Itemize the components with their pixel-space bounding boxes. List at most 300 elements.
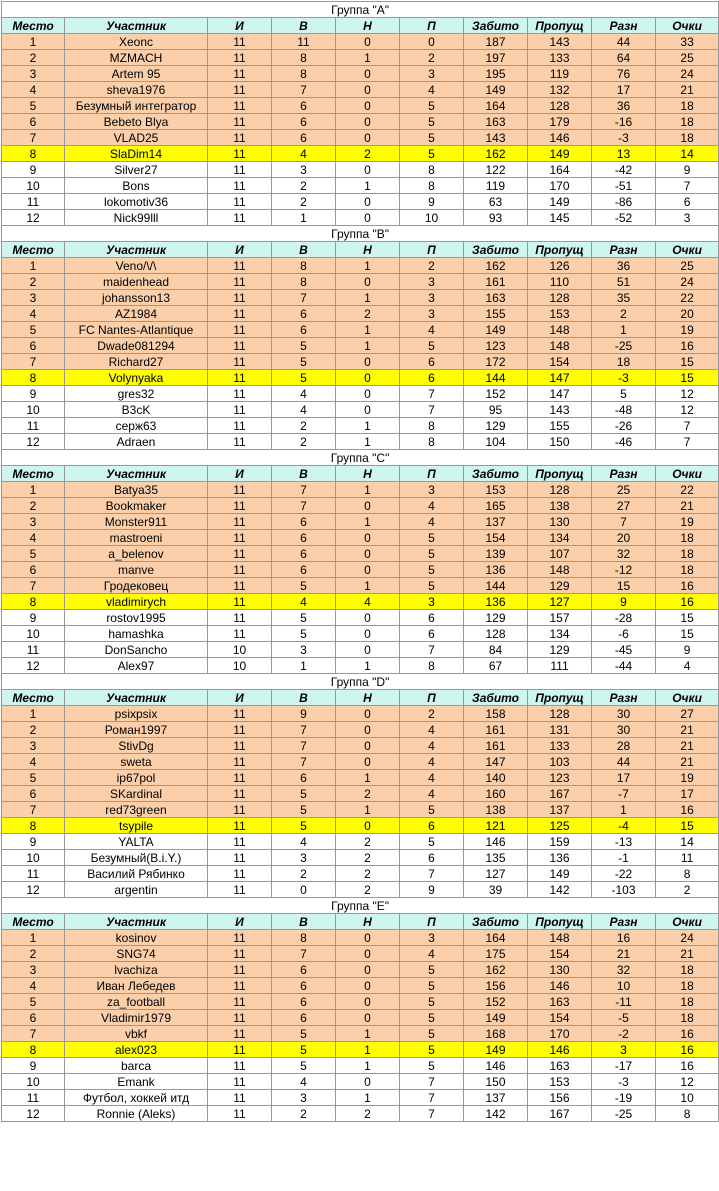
cell-wins: 7 [272, 498, 336, 514]
cell-wins: 7 [272, 722, 336, 738]
cell-played: 11 [208, 354, 272, 370]
cell-draws: 0 [336, 818, 400, 834]
cell-participant: SlaDim14 [65, 146, 208, 162]
cell-draws: 2 [336, 146, 400, 162]
cell-points: 17 [656, 786, 719, 802]
cell-scored: 162 [464, 146, 528, 162]
cell-played: 11 [208, 946, 272, 962]
table-row [2, 162, 719, 178]
column-header-conceded: Пропущ [528, 466, 592, 482]
cell-draws: 0 [336, 642, 400, 658]
cell-points: 14 [656, 834, 719, 850]
table-row [2, 210, 719, 226]
cell-scored: 197 [464, 50, 528, 66]
header-row [2, 18, 719, 34]
column-header-scored: Забито [464, 466, 528, 482]
cell-participant: YALTA [65, 834, 208, 850]
cell-played: 11 [208, 978, 272, 994]
cell-conceded: 126 [528, 258, 592, 274]
cell-conceded: 146 [528, 130, 592, 146]
cell-diff: -4 [592, 818, 656, 834]
table-row [2, 178, 719, 194]
cell-diff: 1 [592, 802, 656, 818]
column-header-points: Очки [656, 18, 719, 34]
group-title-row [2, 450, 719, 466]
cell-conceded: 133 [528, 738, 592, 754]
group-title: Группа "D" [2, 674, 719, 690]
cell-losses: 8 [400, 434, 464, 450]
column-header-draws: Н [336, 690, 400, 706]
column-header-wins: В [272, 18, 336, 34]
cell-place: 9 [2, 610, 65, 626]
cell-diff: 21 [592, 946, 656, 962]
cell-points: 10 [656, 1090, 719, 1106]
column-header-draws: Н [336, 466, 400, 482]
group-title: Группа "В" [2, 226, 719, 242]
cell-draws: 0 [336, 162, 400, 178]
cell-participant: Футбол, хоккей итд [65, 1090, 208, 1106]
cell-participant: Alex97 [65, 658, 208, 674]
column-header-place: Место [2, 914, 65, 930]
cell-conceded: 149 [528, 194, 592, 210]
cell-place: 8 [2, 818, 65, 834]
cell-wins: 2 [272, 194, 336, 210]
cell-losses: 5 [400, 546, 464, 562]
cell-wins: 2 [272, 178, 336, 194]
column-header-participant: Участник [65, 914, 208, 930]
cell-points: 18 [656, 994, 719, 1010]
cell-conceded: 170 [528, 178, 592, 194]
cell-diff: 30 [592, 706, 656, 722]
cell-points: 15 [656, 370, 719, 386]
group-title: Группа "С" [2, 450, 719, 466]
cell-points: 8 [656, 866, 719, 882]
standings-body [2, 2, 719, 1122]
cell-played: 11 [208, 50, 272, 66]
cell-draws: 2 [336, 786, 400, 802]
cell-participant: manve [65, 562, 208, 578]
cell-wins: 5 [272, 354, 336, 370]
cell-points: 16 [656, 1058, 719, 1074]
cell-played: 11 [208, 274, 272, 290]
cell-played: 11 [208, 34, 272, 50]
cell-place: 3 [2, 514, 65, 530]
cell-scored: 136 [464, 562, 528, 578]
cell-wins: 7 [272, 482, 336, 498]
cell-played: 11 [208, 738, 272, 754]
cell-losses: 4 [400, 498, 464, 514]
table-row [2, 978, 719, 994]
cell-points: 24 [656, 66, 719, 82]
cell-participant: tsypile [65, 818, 208, 834]
cell-points: 16 [656, 802, 719, 818]
cell-diff: -6 [592, 626, 656, 642]
cell-wins: 5 [272, 1058, 336, 1074]
cell-draws: 0 [336, 354, 400, 370]
cell-wins: 6 [272, 546, 336, 562]
table-row [2, 114, 719, 130]
cell-participant: SNG74 [65, 946, 208, 962]
cell-conceded: 123 [528, 770, 592, 786]
cell-wins: 3 [272, 1090, 336, 1106]
cell-scored: 165 [464, 498, 528, 514]
table-row [2, 850, 719, 866]
cell-conceded: 154 [528, 946, 592, 962]
cell-participant: MZMACH [65, 50, 208, 66]
cell-place: 3 [2, 66, 65, 82]
cell-draws: 1 [336, 178, 400, 194]
cell-played: 11 [208, 498, 272, 514]
cell-place: 12 [2, 658, 65, 674]
cell-participant: johansson13 [65, 290, 208, 306]
cell-played: 11 [208, 1010, 272, 1026]
column-header-place: Место [2, 690, 65, 706]
cell-conceded: 170 [528, 1026, 592, 1042]
cell-scored: 149 [464, 1042, 528, 1058]
cell-points: 7 [656, 178, 719, 194]
cell-wins: 6 [272, 114, 336, 130]
cell-conceded: 157 [528, 610, 592, 626]
cell-draws: 2 [336, 866, 400, 882]
cell-diff: 27 [592, 498, 656, 514]
cell-place: 12 [2, 882, 65, 898]
table-row [2, 258, 719, 274]
cell-wins: 6 [272, 306, 336, 322]
cell-points: 22 [656, 290, 719, 306]
table-row [2, 562, 719, 578]
cell-scored: 152 [464, 386, 528, 402]
cell-participant: DonSancho [65, 642, 208, 658]
table-row [2, 626, 719, 642]
cell-conceded: 107 [528, 546, 592, 562]
cell-scored: 143 [464, 130, 528, 146]
cell-participant: barca [65, 1058, 208, 1074]
cell-played: 11 [208, 546, 272, 562]
table-row [2, 802, 719, 818]
cell-wins: 6 [272, 98, 336, 114]
cell-points: 15 [656, 354, 719, 370]
cell-diff: -17 [592, 1058, 656, 1074]
cell-played: 11 [208, 754, 272, 770]
header-row [2, 914, 719, 930]
cell-conceded: 128 [528, 98, 592, 114]
cell-participant: vladimirych [65, 594, 208, 610]
cell-place: 11 [2, 418, 65, 434]
table-row [2, 194, 719, 210]
cell-place: 5 [2, 770, 65, 786]
cell-points: 6 [656, 194, 719, 210]
cell-place: 2 [2, 722, 65, 738]
cell-conceded: 159 [528, 834, 592, 850]
column-header-draws: Н [336, 18, 400, 34]
cell-diff: -22 [592, 866, 656, 882]
cell-diff: -51 [592, 178, 656, 194]
cell-losses: 2 [400, 50, 464, 66]
cell-played: 11 [208, 210, 272, 226]
cell-conceded: 131 [528, 722, 592, 738]
cell-place: 10 [2, 626, 65, 642]
cell-played: 11 [208, 994, 272, 1010]
table-row [2, 706, 719, 722]
cell-points: 3 [656, 210, 719, 226]
cell-losses: 7 [400, 386, 464, 402]
table-row [2, 306, 719, 322]
cell-scored: 84 [464, 642, 528, 658]
cell-place: 8 [2, 370, 65, 386]
cell-participant: Emank [65, 1074, 208, 1090]
cell-conceded: 149 [528, 146, 592, 162]
cell-draws: 1 [336, 482, 400, 498]
cell-place: 5 [2, 98, 65, 114]
column-header-points: Очки [656, 914, 719, 930]
cell-scored: 153 [464, 482, 528, 498]
cell-losses: 6 [400, 354, 464, 370]
cell-diff: 76 [592, 66, 656, 82]
cell-conceded: 154 [528, 1010, 592, 1026]
cell-scored: 144 [464, 370, 528, 386]
cell-losses: 4 [400, 786, 464, 802]
cell-points: 18 [656, 530, 719, 546]
cell-points: 18 [656, 978, 719, 994]
cell-conceded: 163 [528, 994, 592, 1010]
column-header-place: Место [2, 18, 65, 34]
column-header-wins: В [272, 690, 336, 706]
column-header-losses: П [400, 242, 464, 258]
cell-draws: 2 [336, 1106, 400, 1122]
cell-played: 11 [208, 1074, 272, 1090]
cell-points: 7 [656, 418, 719, 434]
cell-participant: kosinov [65, 930, 208, 946]
cell-participant: Nick99lll [65, 210, 208, 226]
cell-place: 9 [2, 1058, 65, 1074]
cell-scored: 147 [464, 754, 528, 770]
column-header-draws: Н [336, 914, 400, 930]
table-row [2, 994, 719, 1010]
cell-played: 11 [208, 258, 272, 274]
cell-points: 21 [656, 722, 719, 738]
table-row [2, 354, 719, 370]
cell-played: 11 [208, 562, 272, 578]
cell-wins: 6 [272, 322, 336, 338]
cell-played: 11 [208, 338, 272, 354]
cell-conceded: 138 [528, 498, 592, 514]
cell-conceded: 134 [528, 530, 592, 546]
cell-scored: 160 [464, 786, 528, 802]
cell-participant: Безумный(B.i.Y.) [65, 850, 208, 866]
cell-losses: 7 [400, 1074, 464, 1090]
table-row [2, 402, 719, 418]
cell-scored: 149 [464, 322, 528, 338]
cell-losses: 5 [400, 802, 464, 818]
cell-losses: 5 [400, 978, 464, 994]
cell-place: 1 [2, 258, 65, 274]
cell-losses: 3 [400, 482, 464, 498]
cell-points: 21 [656, 754, 719, 770]
cell-place: 10 [2, 178, 65, 194]
cell-points: 18 [656, 1010, 719, 1026]
cell-draws: 1 [336, 514, 400, 530]
cell-played: 11 [208, 722, 272, 738]
cell-played: 11 [208, 1090, 272, 1106]
cell-played: 11 [208, 178, 272, 194]
cell-participant: B3cK [65, 402, 208, 418]
cell-draws: 0 [336, 1010, 400, 1026]
cell-draws: 0 [336, 194, 400, 210]
cell-participant: Гродековец [65, 578, 208, 594]
table-row [2, 290, 719, 306]
cell-played: 11 [208, 306, 272, 322]
table-row [2, 98, 719, 114]
cell-played: 11 [208, 482, 272, 498]
cell-place: 2 [2, 946, 65, 962]
cell-conceded: 136 [528, 850, 592, 866]
cell-losses: 10 [400, 210, 464, 226]
cell-conceded: 153 [528, 306, 592, 322]
cell-scored: 154 [464, 530, 528, 546]
cell-place: 6 [2, 562, 65, 578]
cell-wins: 5 [272, 578, 336, 594]
cell-draws: 0 [336, 994, 400, 1010]
cell-scored: 119 [464, 178, 528, 194]
cell-points: 9 [656, 162, 719, 178]
cell-place: 2 [2, 274, 65, 290]
cell-wins: 5 [272, 818, 336, 834]
cell-scored: 146 [464, 1058, 528, 1074]
cell-conceded: 111 [528, 658, 592, 674]
group-title-row [2, 674, 719, 690]
cell-scored: 95 [464, 402, 528, 418]
cell-draws: 2 [336, 306, 400, 322]
cell-losses: 3 [400, 290, 464, 306]
cell-wins: 2 [272, 418, 336, 434]
cell-diff: -25 [592, 1106, 656, 1122]
cell-wins: 8 [272, 258, 336, 274]
cell-losses: 3 [400, 274, 464, 290]
cell-played: 11 [208, 82, 272, 98]
table-row [2, 482, 719, 498]
cell-wins: 6 [272, 530, 336, 546]
cell-played: 10 [208, 642, 272, 658]
column-header-diff: Разн [592, 690, 656, 706]
cell-draws: 0 [336, 402, 400, 418]
cell-conceded: 130 [528, 514, 592, 530]
cell-losses: 8 [400, 658, 464, 674]
group-title-row [2, 898, 719, 914]
cell-place: 7 [2, 578, 65, 594]
cell-wins: 8 [272, 274, 336, 290]
cell-losses: 5 [400, 130, 464, 146]
cell-points: 21 [656, 82, 719, 98]
cell-played: 11 [208, 866, 272, 882]
cell-draws: 0 [336, 930, 400, 946]
table-row [2, 322, 719, 338]
cell-wins: 9 [272, 706, 336, 722]
cell-conceded: 147 [528, 386, 592, 402]
cell-scored: 142 [464, 1106, 528, 1122]
cell-wins: 2 [272, 866, 336, 882]
table-row [2, 1010, 719, 1026]
cell-played: 11 [208, 514, 272, 530]
cell-wins: 2 [272, 1106, 336, 1122]
cell-scored: 155 [464, 306, 528, 322]
table-row [2, 34, 719, 50]
cell-losses: 4 [400, 754, 464, 770]
cell-played: 11 [208, 1042, 272, 1058]
cell-diff: 9 [592, 594, 656, 610]
cell-losses: 8 [400, 418, 464, 434]
cell-participant: argentin [65, 882, 208, 898]
column-header-scored: Забито [464, 914, 528, 930]
cell-participant: sheva1976 [65, 82, 208, 98]
cell-wins: 5 [272, 802, 336, 818]
cell-diff: -25 [592, 338, 656, 354]
cell-losses: 5 [400, 1010, 464, 1026]
cell-points: 15 [656, 818, 719, 834]
cell-participant: Ronnie (Aleks) [65, 1106, 208, 1122]
cell-place: 9 [2, 834, 65, 850]
cell-conceded: 167 [528, 1106, 592, 1122]
cell-diff: 20 [592, 530, 656, 546]
cell-conceded: 164 [528, 162, 592, 178]
cell-place: 5 [2, 322, 65, 338]
cell-draws: 1 [336, 50, 400, 66]
cell-conceded: 156 [528, 1090, 592, 1106]
cell-conceded: 142 [528, 882, 592, 898]
cell-diff: -16 [592, 114, 656, 130]
cell-played: 11 [208, 130, 272, 146]
cell-losses: 5 [400, 578, 464, 594]
cell-diff: -3 [592, 1074, 656, 1090]
cell-place: 7 [2, 354, 65, 370]
column-header-played: И [208, 914, 272, 930]
cell-draws: 0 [336, 722, 400, 738]
cell-scored: 195 [464, 66, 528, 82]
cell-wins: 6 [272, 962, 336, 978]
cell-diff: -3 [592, 370, 656, 386]
table-row [2, 930, 719, 946]
column-header-diff: Разн [592, 242, 656, 258]
cell-participant: Adraen [65, 434, 208, 450]
cell-place: 3 [2, 738, 65, 754]
cell-participant: Иван Лебедев [65, 978, 208, 994]
cell-draws: 0 [336, 1074, 400, 1090]
cell-losses: 3 [400, 306, 464, 322]
cell-points: 18 [656, 546, 719, 562]
cell-points: 19 [656, 514, 719, 530]
cell-place: 2 [2, 498, 65, 514]
cell-played: 11 [208, 322, 272, 338]
table-row [2, 1058, 719, 1074]
cell-conceded: 132 [528, 82, 592, 98]
cell-points: 22 [656, 482, 719, 498]
cell-wins: 3 [272, 642, 336, 658]
cell-diff: -44 [592, 658, 656, 674]
table-row [2, 1074, 719, 1090]
cell-wins: 1 [272, 210, 336, 226]
cell-place: 4 [2, 82, 65, 98]
column-header-losses: П [400, 466, 464, 482]
table-row [2, 962, 719, 978]
cell-conceded: 127 [528, 594, 592, 610]
cell-place: 8 [2, 146, 65, 162]
cell-diff: 5 [592, 386, 656, 402]
cell-place: 6 [2, 1010, 65, 1026]
cell-diff: -46 [592, 434, 656, 450]
cell-points: 18 [656, 130, 719, 146]
cell-scored: 136 [464, 594, 528, 610]
cell-played: 11 [208, 434, 272, 450]
table-row [2, 370, 719, 386]
